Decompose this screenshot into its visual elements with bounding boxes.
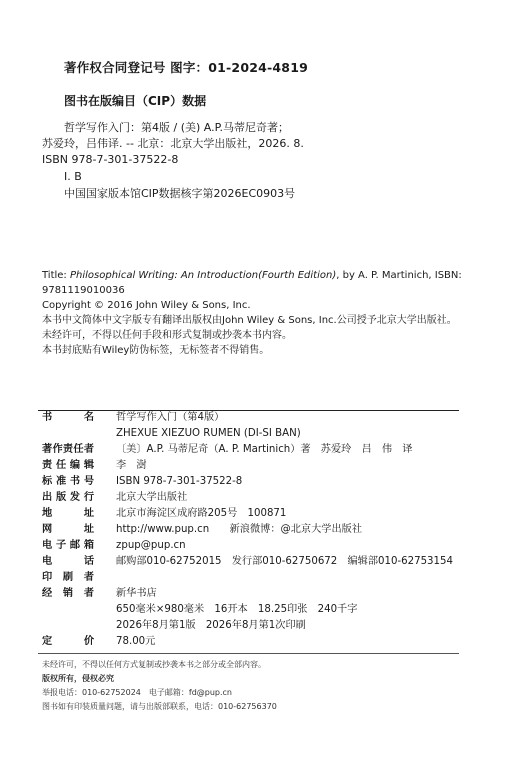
info-row-value: 哲学写作入门（第4版）: [116, 412, 225, 423]
info-bottom-rule: [38, 653, 459, 654]
original-copyright: Copyright © 2016 John Wiley & Sons, Inc.: [42, 300, 251, 311]
info-row-value: 2026年8月第1版 2026年8月第1次印刷: [116, 620, 306, 631]
anti-counterfeit-note: 本书封底贴有Wiley防伪标签，无标签者不得销售。: [42, 345, 270, 356]
info-row-label: 标 准 书 号: [42, 476, 94, 487]
info-row-label: 电 子 邮 箱: [42, 540, 94, 551]
info-row-value: 新华书店: [116, 588, 157, 599]
info-row-label: 经 销 者: [42, 588, 94, 599]
copyright-registration-number: 著作权合同登记号 图字：01-2024-4819: [64, 60, 309, 75]
cip-line-classification: Ⅰ. B: [64, 170, 82, 183]
info-row-label: 网 址: [42, 524, 94, 535]
original-title-line: [42, 268, 462, 298]
info-row-value: http://www.pup.cn 新浪微博：@北京大学出版社: [116, 524, 363, 535]
cip-line-record-number: 中国国家版本馆CIP数据核字第2026EC0903号: [64, 187, 296, 200]
info-row-label: 地 址: [42, 508, 94, 519]
info-row-label: 印 刷 者: [42, 572, 94, 583]
info-row-label: 书 名: [42, 412, 94, 423]
footer-no-copy-notice: 未经许可，不得以任何方式复制或抄袭本书之部分或全部内容。: [42, 660, 266, 669]
info-row-label: 定 价: [42, 636, 94, 647]
cip-line-title: 哲学写作入门：第4版 / (美) A.P.马蒂尼奇著；: [64, 121, 290, 134]
footer-rights-reserved: 版权所有，侵权必究: [42, 674, 114, 683]
info-row-value: 78.00元: [116, 636, 156, 647]
original-title-prefix: Title:: [42, 270, 70, 281]
info-row-label: 出 版 发 行: [42, 492, 94, 503]
original-title-suffix: , by A. P. Martinich, ISBN: 9781119010036: [42, 270, 462, 296]
info-row-value: 北京市海淀区成府路205号 100871: [116, 508, 287, 519]
info-top-rule: [38, 410, 459, 411]
footer-quality-contact: 图书如有印装质量问题，请与出版部联系，电话：010-62756370: [42, 702, 277, 711]
cip-line-isbn: ISBN 978-7-301-37522-8: [42, 153, 179, 166]
info-row-value: 李 澍: [116, 460, 147, 471]
info-row-label: 电 话: [42, 556, 94, 567]
footer-report-contact: 举报电话：010-62752024 电子邮箱：fd@pup.cn: [42, 688, 233, 697]
info-row-label: 著 作 责 任 者: [42, 444, 94, 455]
original-title: Philosophical Writing: An Introduction(Fourth Edition): [69, 270, 337, 281]
info-row-value: 邮购部010-62752015 发行部010-62750672 编辑部010-62753154: [116, 556, 453, 567]
cip-heading: 图书在版编目（CIP）数据: [64, 94, 207, 108]
license-statement: 本书中文简体中文字版专有翻译出版权由John Wiley & Sons, Inc.公司授予北京大学出版社。未经许可，不得以任何手段和形式复制或抄袭本书内容。: [42, 315, 457, 341]
info-row-value: zpup@pup.cn: [116, 540, 186, 551]
info-row-value: ZHEXUE XIEZUO RUMEN (DI-SI BAN): [116, 428, 301, 439]
info-row-value: 650毫米×980毫米 16开本 18.25印张 240千字: [116, 604, 358, 615]
info-row-value: ISBN 978-7-301-37522-8: [116, 476, 243, 487]
cip-line-publisher: 苏爱玲，吕伟译. -- 北京：北京大学出版社，2026. 8.: [42, 137, 304, 150]
info-row-value: 北京大学出版社: [116, 492, 188, 503]
info-row-value: 〔美〕A.P. 马蒂尼奇（A. P. Martinich）著 苏爱玲 吕 伟 译: [116, 444, 413, 455]
info-row-label: 责 任 编 辑: [42, 460, 94, 471]
